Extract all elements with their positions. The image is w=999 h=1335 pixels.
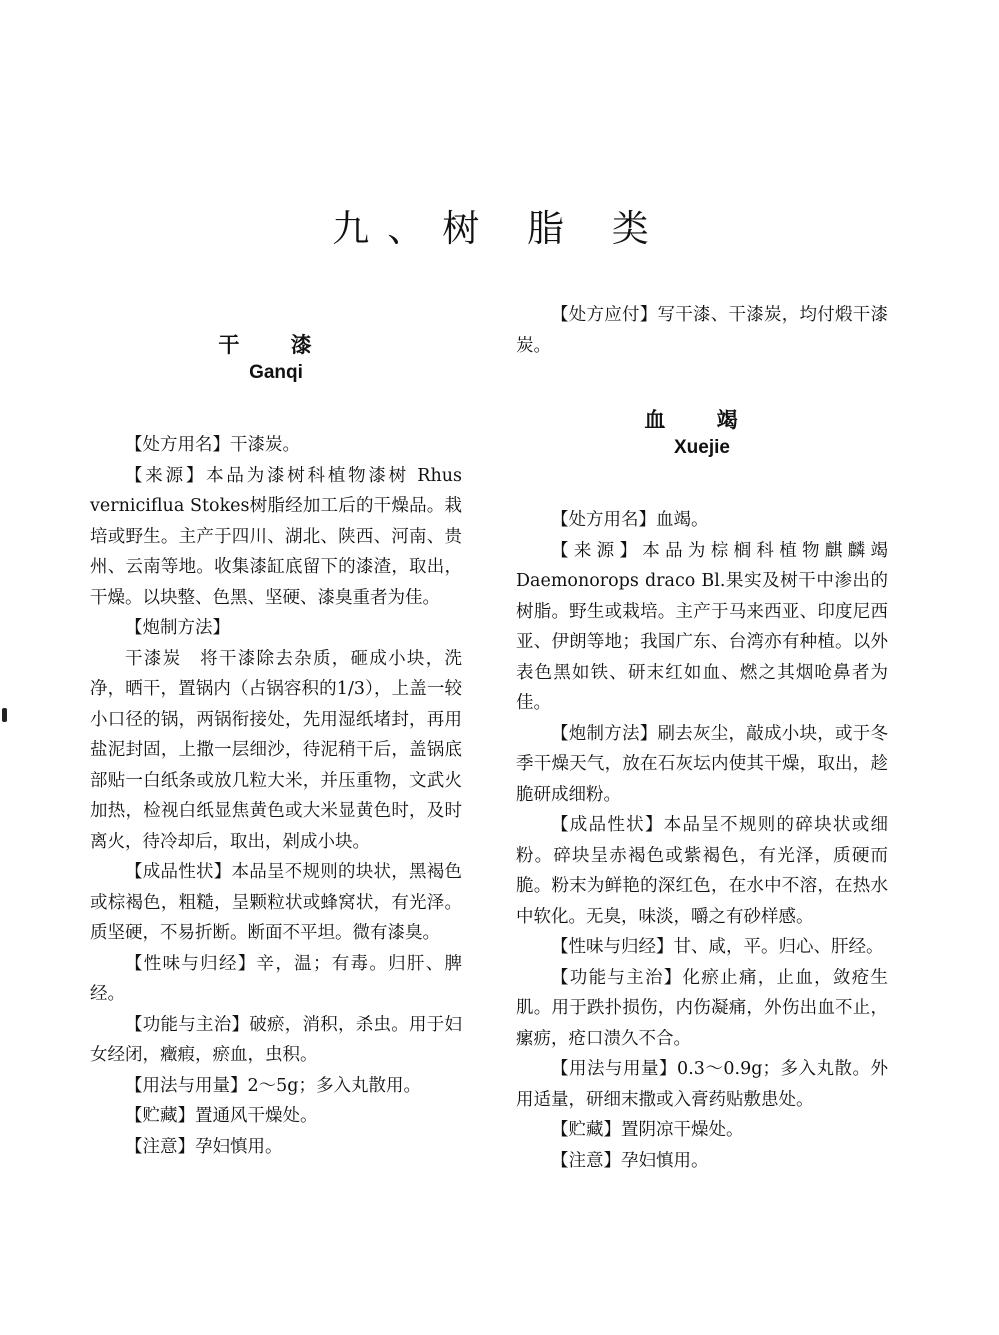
scan-mark <box>2 708 7 722</box>
paragraph: 【性味与归经】甘、咸，平。归心、肝经。 <box>551 937 884 957</box>
paragraph: 【炮制方法】刷去灰尘，敲成小块，或于冬季干燥天气，放在石灰坛内使其干燥，取出，趁脆研成细粉。 <box>516 723 888 805</box>
paragraph: 【功能与主治】破瘀，消积，杀虫。用于妇女经闭，癥瘕，瘀血，虫积。 <box>90 1014 462 1065</box>
paragraph: 【性味与归经】辛，温；有毒。归肝、脾经。 <box>90 953 462 1004</box>
left-column <box>90 330 462 1162</box>
paragraph: 干漆炭 将干漆除去杂质，砸成小块，洗净，晒干，置锅内（占锅容积的1/3），上盖一较小口径的锅，两锅衔接处，先用湿纸堵封，再用盐泥封固，上撒一层细沙，待泥稍干后，盖锅底部贴一白纸条或放几粒大米，并压重物，文武火加热，检视白纸显焦黄色或大米显黄色时，及时离火，待冷却后，取出，剁成小块。 <box>90 648 462 852</box>
paragraph: 【用法与用量】2～5g；多入丸散用。 <box>125 1075 421 1096</box>
entry-title-zh: 血 竭 <box>644 408 760 432</box>
paragraph: 【炮制方法】 <box>125 618 230 638</box>
paragraph: 【处方应付】写干漆、干漆炭，均付煅干漆炭。 <box>516 305 888 356</box>
paragraph: 【来源】本品为棕榈科植物麒麟竭Daemonorops draco Bl.果实及树干中渗出的树脂。野生或栽培。主产于马来西亚、印度尼西亚、伊朗等地；我国广东、台湾亦有种植。以外表色黑如铁、研末红如血、燃之其烟呛鼻者为佳。 <box>516 540 888 713</box>
entry-title-pinyin: Ganqi <box>249 362 303 383</box>
paragraph: 【处方用名】血竭。 <box>551 510 709 530</box>
section-title: 九、树 脂 类 <box>332 207 667 250</box>
entry-title-pinyin: Xuejie <box>674 437 730 458</box>
paragraph: 【成品性状】本品呈不规则的碎块状或细粉。碎块呈赤褐色或紫褐色，有光泽，质硬而脆。粉末为鲜艳的深红色，在水中不溶，在热水中软化。无臭，味淡，嚼之有砂样感。 <box>516 815 888 927</box>
paragraph: 【来源】本品为漆树科植物漆树 Rhus verniciflua Stokes树脂经加工后的干燥品。栽培或野生。主产于四川、湖北、陕西、河南、贵州、云南等地。收集漆缸底留下的漆渣，取出，干燥。以块整、色黑、坚硬、漆臭重者为佳。 <box>90 465 462 608</box>
paragraph: 【功能与主治】化瘀止痛，止血，敛疮生肌。用于跌扑损伤，内伤凝痛，外伤出血不止，瘰疬，疮口溃久不合。 <box>516 967 888 1049</box>
paragraph: 【注意】孕妇慎用。 <box>551 1150 709 1171</box>
right-column <box>516 300 888 1176</box>
paragraph: 【注意】孕妇慎用。 <box>125 1136 283 1157</box>
paragraph: 【处方用名】干漆炭。 <box>125 435 300 455</box>
paragraph: 【用法与用量】0.3～0.9g；多入丸散。外用适量，研细末撒或入膏药贴敷患处。 <box>516 1059 888 1110</box>
paragraph: 【贮藏】置通风干燥处。 <box>125 1106 318 1126</box>
paragraph: 【贮藏】置阴凉干燥处。 <box>551 1120 744 1140</box>
entry-title-zh: 干 漆 <box>218 333 334 357</box>
paragraph: 【成品性状】本品呈不规则的块状，黑褐色或棕褐色，粗糙，呈颗粒状或蜂窝状，有光泽。质坚硬，不易折断。断面不平坦。微有漆臭。 <box>90 862 462 943</box>
